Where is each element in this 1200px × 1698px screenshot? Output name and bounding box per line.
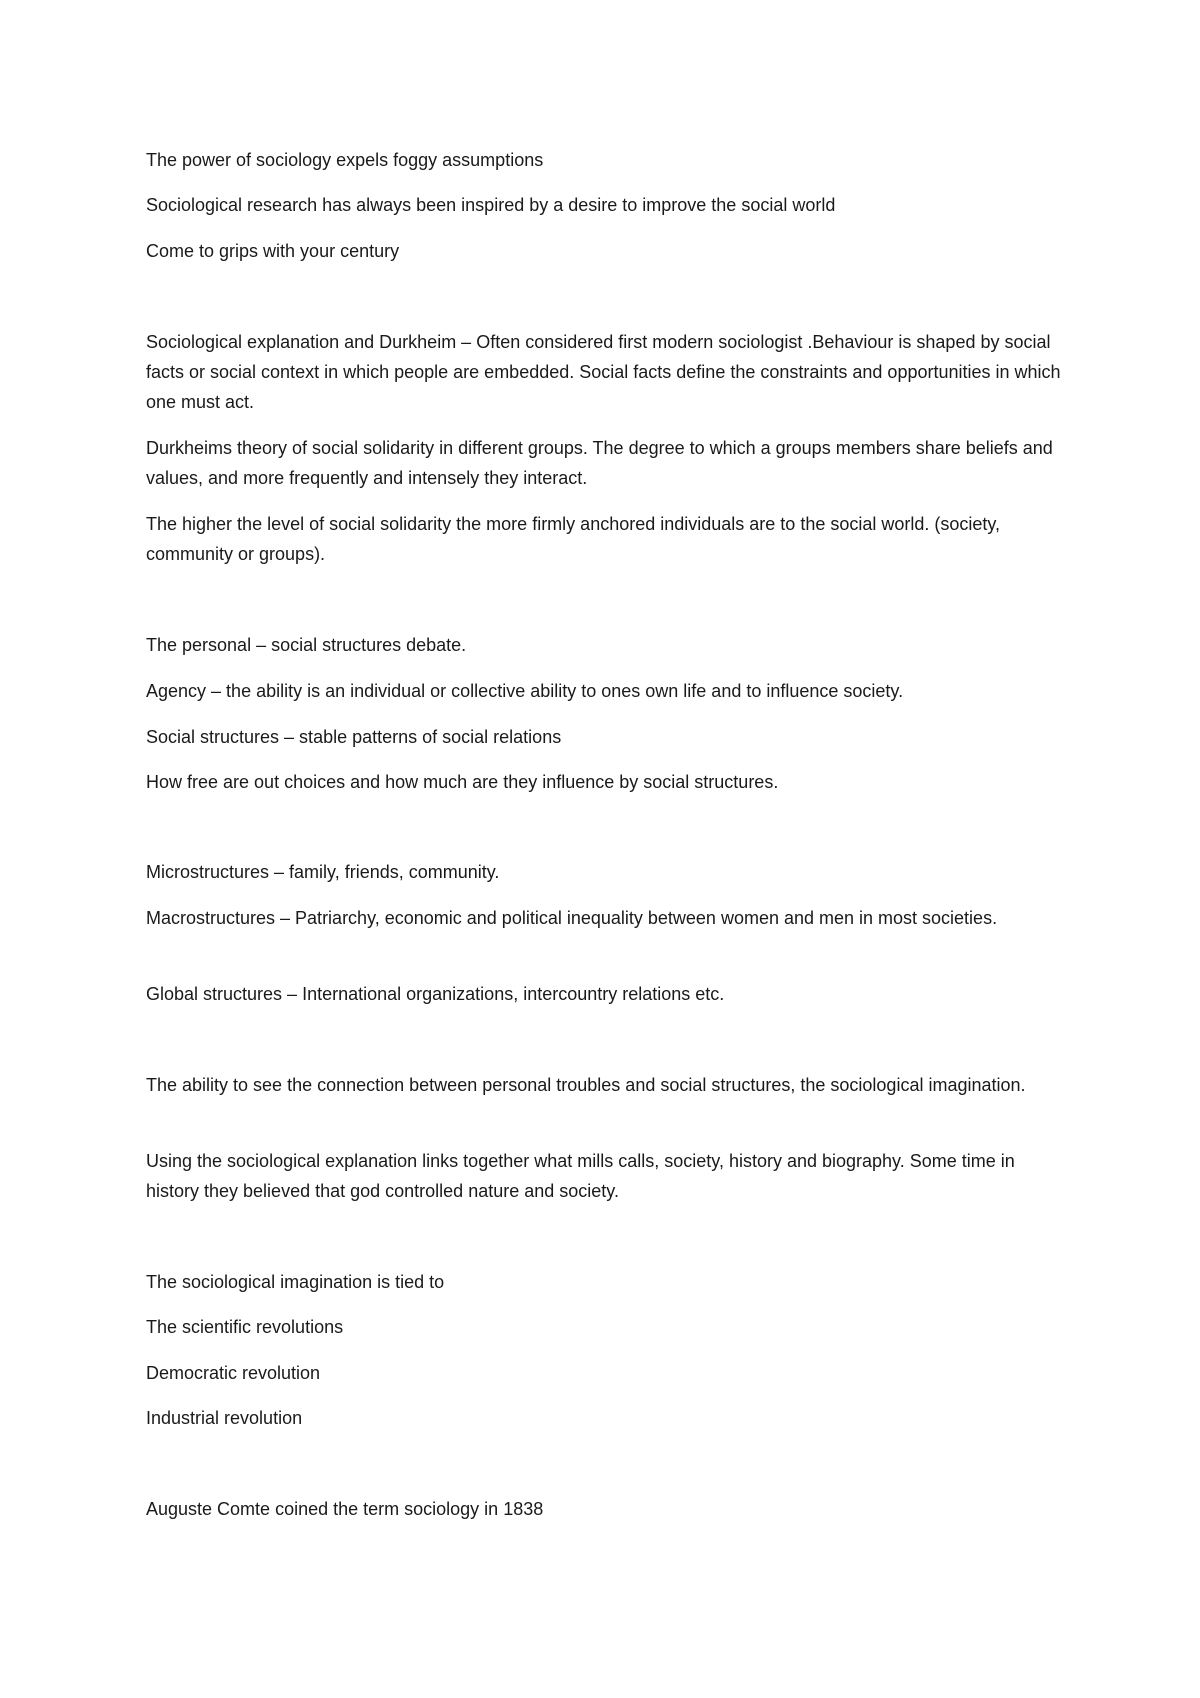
paragraph-16: The sociological imagination is tied to xyxy=(146,1272,445,1292)
paragraph-17: The scientific revolutions xyxy=(146,1317,344,1337)
paragraph-12: Macrostructures – Patriarchy, economic and political inequality between women and men in most societies. xyxy=(146,908,998,928)
paragraph-2: Sociological research has always been inspired by a desire to improve the social world xyxy=(146,195,836,215)
paragraph-4: Sociological explanation and Durkheim – Often considered first modern sociologist .Behaviour is shaped by social facts or social context in which people are embedded. Social facts define the constraints and opportunities in which one must act. xyxy=(146,332,1061,412)
paragraph-15: Using the sociological explanation links together what mills calls, society, history and biography. Some time in history they believed that god controlled nature and society. xyxy=(146,1151,1015,1201)
paragraph-5: Durkheims theory of social solidarity in different groups. The degree to which a groups members share beliefs and values, and more frequently and intensely they interact. xyxy=(146,438,1053,488)
paragraph-19: Industrial revolution xyxy=(146,1408,303,1428)
paragraph-10: How free are out choices and how much are they influence by social structures. xyxy=(146,772,779,792)
paragraph-11: Microstructures – family, friends, community. xyxy=(146,862,500,882)
paragraph-1: The power of sociology expels foggy assumptions xyxy=(146,150,544,170)
paragraph-18: Democratic revolution xyxy=(146,1363,321,1383)
paragraph-14: The ability to see the connection between personal troubles and social structures, the sociological imagination. xyxy=(146,1075,1026,1095)
paragraph-9: Social structures – stable patterns of social relations xyxy=(146,727,562,747)
paragraph-6: The higher the level of social solidarity the more firmly anchored individuals are to the social world. (society, community or groups). xyxy=(146,514,1001,564)
paragraph-20: Auguste Comte coined the term sociology in 1838 xyxy=(146,1499,544,1519)
paragraph-13: Global structures – International organizations, intercountry relations etc. xyxy=(146,984,725,1004)
paragraph-8: Agency – the ability is an individual or collective ability to ones own life and to influence society. xyxy=(146,681,904,701)
paragraph-3: Come to grips with your century xyxy=(146,241,400,261)
paragraph-7: The personal – social structures debate. xyxy=(146,635,467,655)
